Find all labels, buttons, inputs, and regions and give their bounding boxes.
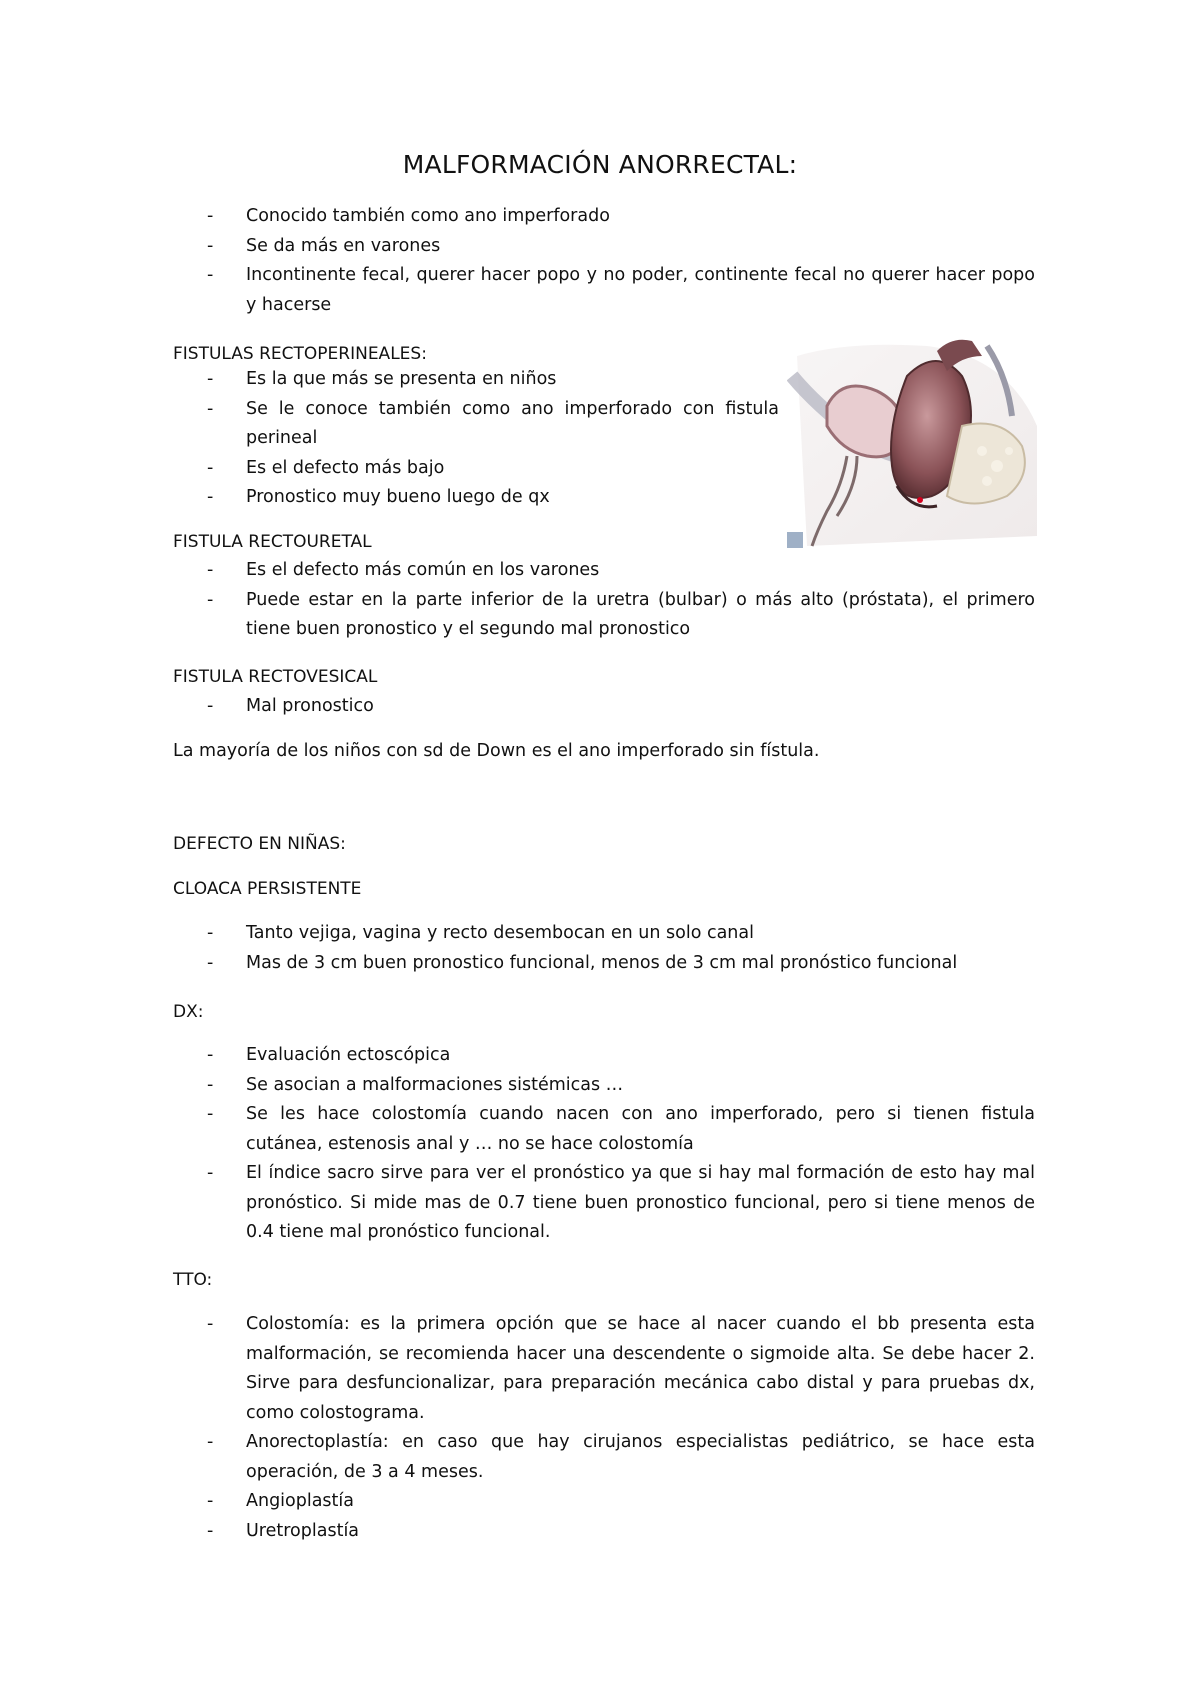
rectoperineales-list <box>173 365 779 513</box>
anatomy-illustration <box>787 336 1043 550</box>
section-heading-tto: TTO: <box>173 1270 213 1290</box>
section-heading-rectovesical: FISTULA RECTOVESICAL <box>173 667 378 687</box>
list-item: - Angioplastía <box>173 1487 1035 1517</box>
down-note: La mayoría de los niños con sd de Down es el ano imperforado sin fístula. <box>173 741 820 761</box>
rectouretral-list <box>173 556 1035 645</box>
list-item: - Se les hace colostomía cuando nacen con ano imperforado, pero si tienen fistula cutánea, estenosis anal y … no se hace colostomía <box>173 1100 1035 1159</box>
list-item: - Uretroplastía <box>173 1517 1035 1547</box>
intro-list <box>173 202 1035 320</box>
list-item: - Es el defecto más común en los varones <box>173 556 1035 586</box>
section-heading-rectoperineales: FISTULAS RECTOPERINEALES: <box>173 344 427 364</box>
list-item: - Incontinente fecal, querer hacer popo y no poder, continente fecal no querer hacer popo y hacerse <box>173 261 1035 320</box>
page-title: MALFORMACIÓN ANORRECTAL: <box>402 150 798 179</box>
list-item: - Mas de 3 cm buen pronostico funcional, menos de 3 cm mal pronóstico funcional <box>173 949 1035 979</box>
list-item: - Pronostico muy bueno luego de qx <box>173 483 779 513</box>
section-heading-dx: DX: <box>173 1002 204 1022</box>
tto-list <box>173 1310 1035 1546</box>
list-item: - Es la que más se presenta en niños <box>173 365 779 395</box>
list-item: - Es el defecto más bajo <box>173 454 779 484</box>
section-heading-rectouretral: FISTULA RECTOURETAL <box>173 532 372 552</box>
dx-list <box>173 1041 1035 1248</box>
list-item: - Colostomía: es la primera opción que se hace al nacer cuando el bb presenta esta malformación, se recomienda hacer una descendente o sigmoide alta. Se debe hacer 2. Sirve para desfuncionalizar, para preparación mecánica cabo distal y para pruebas dx, como colostograma. <box>173 1310 1035 1428</box>
list-item: - Se da más en varones <box>173 232 1035 262</box>
list-item: - El índice sacro sirve para ver el pronóstico ya que si hay mal formación de esto hay mal pronóstico. Si mide mas de 0.7 tiene buen pronostico funcional, pero si tiene menos de 0.4 tiene mal pronóstico funcional. <box>173 1159 1035 1248</box>
cloaca-list <box>173 919 1035 978</box>
list-item: - Se le conoce también como ano imperforado con fistula perineal <box>173 395 779 454</box>
list-item: - Anorectoplastía: en caso que hay cirujanos especialistas pediátrico, se hace esta operación, de 3 a 4 meses. <box>173 1428 1035 1487</box>
list-item: - Puede estar en la parte inferior de la uretra (bulbar) o más alto (próstata), el primero tiene buen pronostico y el segundo mal pronostico <box>173 586 1035 645</box>
list-item: - Tanto vejiga, vagina y recto desembocan en un solo canal <box>173 919 1035 949</box>
section-heading-ninas: DEFECTO EN NIÑAS: <box>173 834 346 854</box>
list-item: - Se asocian a malformaciones sistémicas … <box>173 1071 1035 1101</box>
list-item: - Evaluación ectoscópica <box>173 1041 1035 1071</box>
list-item: - Conocido también como ano imperforado <box>173 202 1035 232</box>
rectovesical-list <box>173 692 1035 722</box>
list-item: - Mal pronostico <box>173 692 1035 722</box>
section-subheading-cloaca: CLOACA PERSISTENTE <box>173 879 362 899</box>
